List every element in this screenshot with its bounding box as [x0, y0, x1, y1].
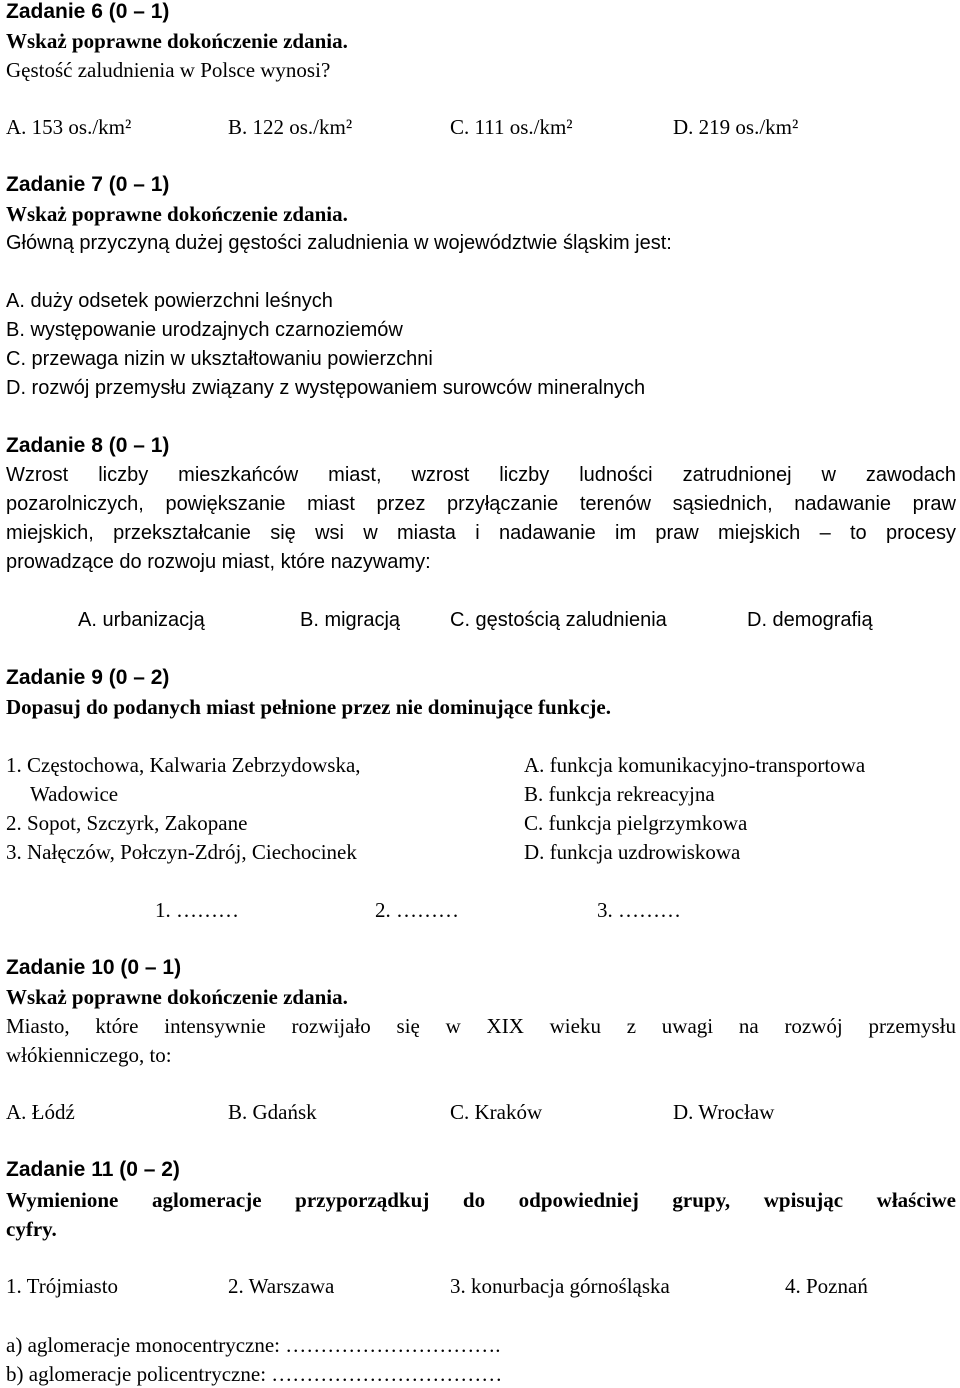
- task-7-instruction: Wskaż poprawne dokończenie zdania.: [6, 202, 348, 226]
- task-10-option-a: A. Łódź: [6, 1100, 75, 1124]
- task-11-heading: Zadanie 11 (0 – 2): [6, 1158, 180, 1181]
- task-7-option-d: D. rozwój przemysłu związany z występowaniem surowców mineralnych: [6, 377, 646, 399]
- task-11-instruction: [6, 1186, 956, 1244]
- task-9-function-d: D. funkcja uzdrowiskowa: [524, 840, 741, 864]
- task-8-option-b: B. migracją: [300, 609, 401, 631]
- task-8-option-d: D. demografią: [747, 609, 873, 631]
- task-10-instruction: Wskaż poprawne dokończenie zdania.: [6, 985, 348, 1009]
- task-9-city-1-cont: Wadowice: [30, 782, 119, 806]
- task-10-text: [6, 1012, 956, 1070]
- task-9-answer-2[interactable]: 2. ………: [375, 898, 459, 922]
- task-8-text: [6, 461, 956, 577]
- task-11-instruction-line-1: Wymienione aglomeracje przyporządkuj do odpowiedniej grupy, wpisując właściwe: [6, 1188, 956, 1212]
- task-10-heading: Zadanie 10 (0 – 1): [6, 956, 182, 979]
- task-10-text-line-1: Miasto, które intensywnie rozwijało się w XIX wieku z uwagi na rozwój przemysłu: [6, 1014, 956, 1038]
- task-11-item-2: 2. Warszawa: [228, 1274, 335, 1298]
- task-7-option-a: A. duży odsetek powierzchni leśnych: [6, 290, 333, 312]
- task-8-option-a: A. urbanizacją: [78, 609, 205, 631]
- task-8-heading: Zadanie 8 (0 – 1): [6, 434, 170, 457]
- task-8-text-line-2: pozarolniczych, powiększanie miast przez przyłączanie terenów sąsiednich, nadawanie praw: [6, 493, 956, 515]
- task-11-instruction-line-2: cyfry.: [6, 1217, 57, 1241]
- task-8-text-line-4: prowadzące do rozwoju miast, które nazywamy:: [6, 551, 431, 573]
- task-11-item-4: 4. Poznań: [785, 1274, 868, 1298]
- task-9-function-c: C. funkcja pielgrzymkowa: [524, 811, 748, 835]
- task-11-polycentric-answer[interactable]: b) aglomeracje policentryczne: ……………………………: [6, 1362, 503, 1386]
- task-6-instruction: Wskaż poprawne dokończenie zdania.: [6, 29, 348, 53]
- task-9-city-3: 3. Nałęczów, Połczyn-Zdrój, Ciechocinek: [6, 840, 357, 864]
- task-7-question: Główną przyczyną dużej gęstości zaludnienia w województwie śląskim jest:: [6, 232, 672, 254]
- task-9-city-2: 2. Sopot, Szczyrk, Zakopane: [6, 811, 248, 835]
- task-9-function-b: B. funkcja rekreacyjna: [524, 782, 715, 806]
- task-9-answer-1[interactable]: 1. ………: [155, 898, 239, 922]
- task-11-item-3: 3. konurbacja górnośląska: [450, 1274, 670, 1298]
- task-6-option-d: D. 219 os./km²: [673, 115, 799, 139]
- task-10-option-c: C. Kraków: [450, 1100, 543, 1124]
- task-11-monocentric-answer[interactable]: a) aglomeracje monocentryczne: ………………………….: [6, 1333, 501, 1357]
- task-6-question: Gęstość zaludnienia w Polsce wynosi?: [6, 58, 331, 82]
- task-8-text-line-3: miejskich, przekształcanie się wsi w miasta i nadawanie im praw miejskich – to procesy: [6, 522, 956, 544]
- task-7-option-b: B. występowanie urodzajnych czarnoziemów: [6, 319, 403, 341]
- task-10-option-b: B. Gdańsk: [228, 1100, 317, 1124]
- task-9-function-a: A. funkcja komunikacyjno-transportowa: [524, 753, 866, 777]
- task-7-heading: Zadanie 7 (0 – 1): [6, 173, 170, 196]
- task-11-item-1: 1. Trójmiasto: [6, 1274, 119, 1298]
- task-9-city-1: 1. Częstochowa, Kalwaria Zebrzydowska,: [6, 753, 361, 777]
- task-6-option-a: A. 153 os./km²: [6, 115, 132, 139]
- task-7-option-c: C. przewaga nizin w ukształtowaniu powierzchni: [6, 348, 433, 370]
- task-9-answer-3[interactable]: 3. ………: [597, 898, 681, 922]
- task-10-text-line-2: włókienniczego, to:: [6, 1043, 172, 1067]
- task-8-text-line-1: Wzrost liczby mieszkańców miast, wzrost liczby ludności zatrudnionej w zawodach: [6, 464, 956, 486]
- task-6-heading: Zadanie 6 (0 – 1): [6, 0, 170, 23]
- task-8-option-c: C. gęstością zaludnienia: [450, 609, 667, 631]
- task-6-option-c: C. 111 os./km²: [450, 115, 573, 139]
- task-6-option-b: B. 122 os./km²: [228, 115, 353, 139]
- task-9-heading: Zadanie 9 (0 – 2): [6, 666, 170, 689]
- task-9-instruction: Dopasuj do podanych miast pełnione przez nie dominujące funkcje.: [6, 695, 611, 719]
- task-10-option-d: D. Wrocław: [673, 1100, 775, 1124]
